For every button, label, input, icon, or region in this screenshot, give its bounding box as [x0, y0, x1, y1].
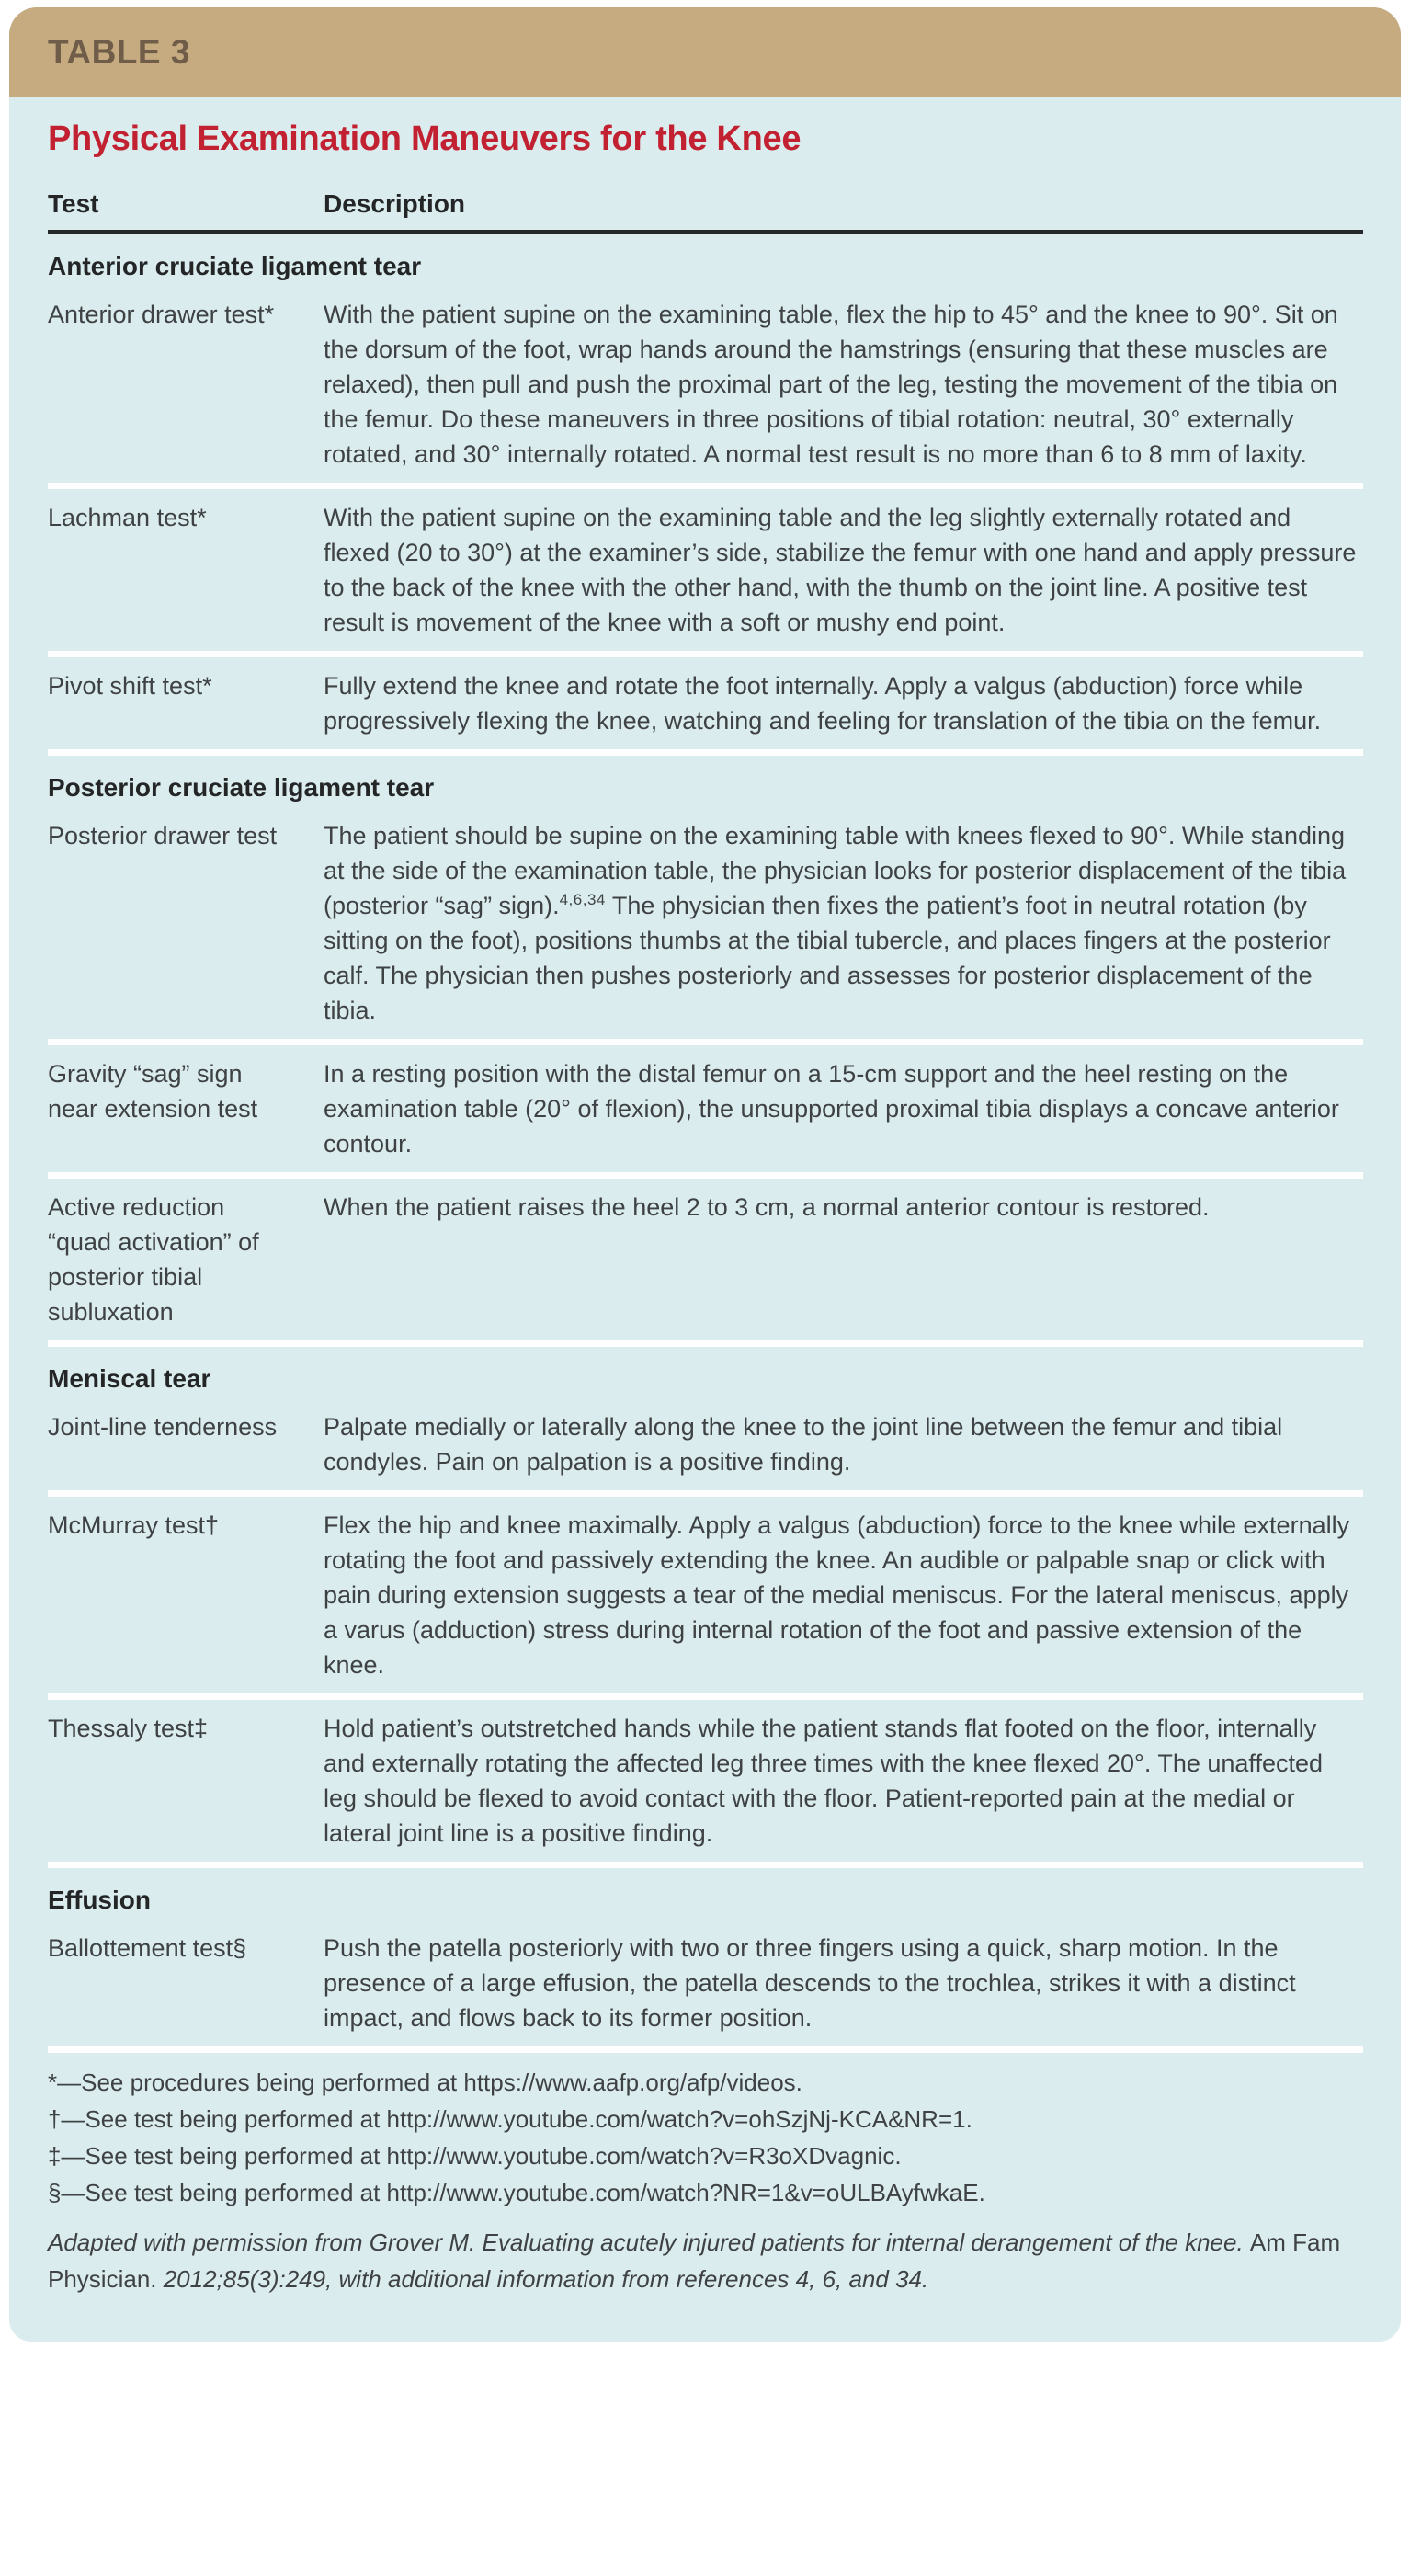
table-row: [48, 1931, 1363, 2035]
header-rule: [48, 230, 1363, 234]
row-separator: [48, 749, 1363, 756]
test-name: Pivot shift test*: [48, 672, 212, 700]
row-separator: [48, 1340, 1363, 1347]
test-description: With the patient supine on the examining table and the leg slightly externally rotated and flexed (20 to 30°) at the examiner’s side, stabilize the femur with one hand and apply pressure to the back of the knee with the other hand, with the thumb on the joint line. A positive test result is movement of the knee with a soft or mushy end point.: [324, 504, 1357, 636]
row-separator: [48, 1490, 1363, 1497]
test-name: Ballottement test§: [48, 1934, 247, 1962]
footnote-asterisk: *—See procedures being performed at https://www.aafp.org/afp/videos.: [48, 2069, 802, 2096]
table-title: Physical Examination Maneuvers for the Knee: [48, 120, 802, 158]
footnote-dagger: †—See test being performed at http://www.youtube.com/watch?v=ohSzjNj-KCA&NR=1.: [48, 2105, 972, 2133]
table-row: [48, 668, 1363, 738]
row-separator: [48, 1172, 1363, 1179]
table-body: [9, 97, 1401, 2342]
test-description: Palpate medially or laterally along the knee to the joint line between the femur and tibial condyles. Pain on palpation is a positive finding.: [324, 1413, 1283, 1476]
test-name: Posterior drawer test: [48, 822, 278, 849]
footnote-double-dagger: ‡—See test being performed at http://www.youtube.com/watch?v=R3oXDvagnic.: [48, 2142, 902, 2170]
test-description: Fully extend the knee and rotate the foot internally. Apply a valgus (abduction) force while progressively flexing the knee, watching and feeling for translation of the tibia on the femur.: [324, 672, 1322, 735]
test-name: Active reduction “quad activation” of posterior tibial subluxation: [48, 1193, 259, 1326]
test-name: McMurray test†: [48, 1511, 220, 1539]
footnotes-block: [48, 2064, 1363, 2211]
table-row: [48, 1190, 1363, 1329]
table-row: [48, 297, 1363, 472]
table-label-bar: [9, 7, 1401, 97]
test-name: Anterior drawer test*: [48, 301, 275, 328]
credit-line: [48, 2224, 1363, 2297]
table-3-card: [9, 7, 1401, 2342]
section-heading-meniscal-tear: Meniscal tear: [48, 1364, 211, 1393]
table-row: [48, 500, 1363, 640]
row-separator: [48, 651, 1363, 657]
journal-name: Am Fam Physician.: [48, 2228, 1341, 2293]
column-header-test: Test: [48, 189, 99, 218]
test-name: Gravity “sag” sign near extension test: [48, 1060, 258, 1123]
section-heading-acl-tear: Anterior cruciate ligament tear: [48, 252, 422, 280]
column-header-description: Description: [324, 189, 466, 218]
test-description: With the patient supine on the examining table, flex the hip to 45° and the knee to 90°. Sit on the dorsum of the foot, wrap hands around the hamstrings (ensuring that these muscles are relaxed), then pull and push the proximal part of the leg, testing the movement of the tibia on the femur. Do these maneuvers in three positions of tibial rotation: neutral, 30° externally rotated, and 30° internally rotated. A normal test result is no more than 6 to 8 mm of laxity.: [324, 301, 1338, 468]
row-separator: [48, 1693, 1363, 1700]
row-separator: [48, 483, 1363, 489]
test-description: Push the patella posteriorly with two or three fingers using a quick, sharp motion. In the presence of a large effusion, the patella descends to the trochlea, strikes it with a distinct impact, and flows back to its former position.: [324, 1934, 1296, 2032]
row-separator: [48, 1862, 1363, 1868]
credit-text: Adapted with permission from Grover M. Evaluating acutely injured patients for internal derangement of the knee.: [48, 2228, 1250, 2256]
test-description: [324, 818, 1363, 1028]
test-description: Flex the hip and knee maximally. Apply a valgus (abduction) force to the knee while externally rotating the foot and passively extending the knee. An audible or palpable snap or click with pain during extension suggests a tear of the medial meniscus. For the lateral meniscus, apply a varus (adduction) stress during internal rotation of the foot and passive extension of the knee.: [324, 1511, 1350, 1679]
column-header-row: [48, 189, 1363, 219]
test-description: In a resting position with the distal femur on a 15-cm support and the heel resting on the examination table (20° of flexion), the unsupported proximal tibia displays a concave anterior contour.: [324, 1060, 1339, 1157]
section-heading-pcl-tear: Posterior cruciate ligament tear: [48, 773, 435, 802]
description-text: The patient should be supine on the examining table with knees flexed to 90°. While standing at the side of the examination table, the physician looks for posterior displacement of the tibia (posterior “sag” sign).: [324, 822, 1347, 919]
table-row: [48, 818, 1363, 1028]
description-text: The physician then fixes the patient’s foot in neutral rotation (by sitting on the foot), positions thumbs at the tibial tubercle, and places fingers at the posterior calf. The physician then pushes posteriorly and assesses for posterior displacement of the tibia.: [324, 892, 1331, 1024]
reference-superscript: 4,6,34: [559, 891, 606, 908]
test-name: Lachman test*: [48, 504, 207, 531]
section-heading-effusion: Effusion: [48, 1886, 151, 1914]
test-description: When the patient raises the heel 2 to 3 cm, a normal anterior contour is restored.: [324, 1193, 1210, 1221]
test-description: Hold patient’s outstretched hands while the patient stands flat footed on the floor, internally and externally rotating the affected leg three times with the knee flexed 20°. The unaffected leg should be flexed to avoid contact with the floor. Patient-reported pain at the medial or lateral joint line is a positive finding.: [324, 1715, 1324, 1847]
table-row: [48, 1508, 1363, 1682]
table-row: [48, 1056, 1363, 1161]
row-separator: [48, 1039, 1363, 1045]
test-name: Joint-line tenderness: [48, 1413, 278, 1441]
credit-text: 2012;85(3):249, with additional information from references 4, 6, and 34.: [156, 2265, 929, 2293]
test-name: Thessaly test‡: [48, 1715, 209, 1742]
footnote-section-mark: §—See test being performed at http://www.youtube.com/watch?NR=1&v=oULBAyfwkaE.: [48, 2179, 985, 2206]
table-row: [48, 1409, 1363, 1479]
table-label: TABLE 3: [48, 33, 190, 71]
table-row: [48, 1711, 1363, 1851]
row-separator: [48, 2046, 1363, 2053]
